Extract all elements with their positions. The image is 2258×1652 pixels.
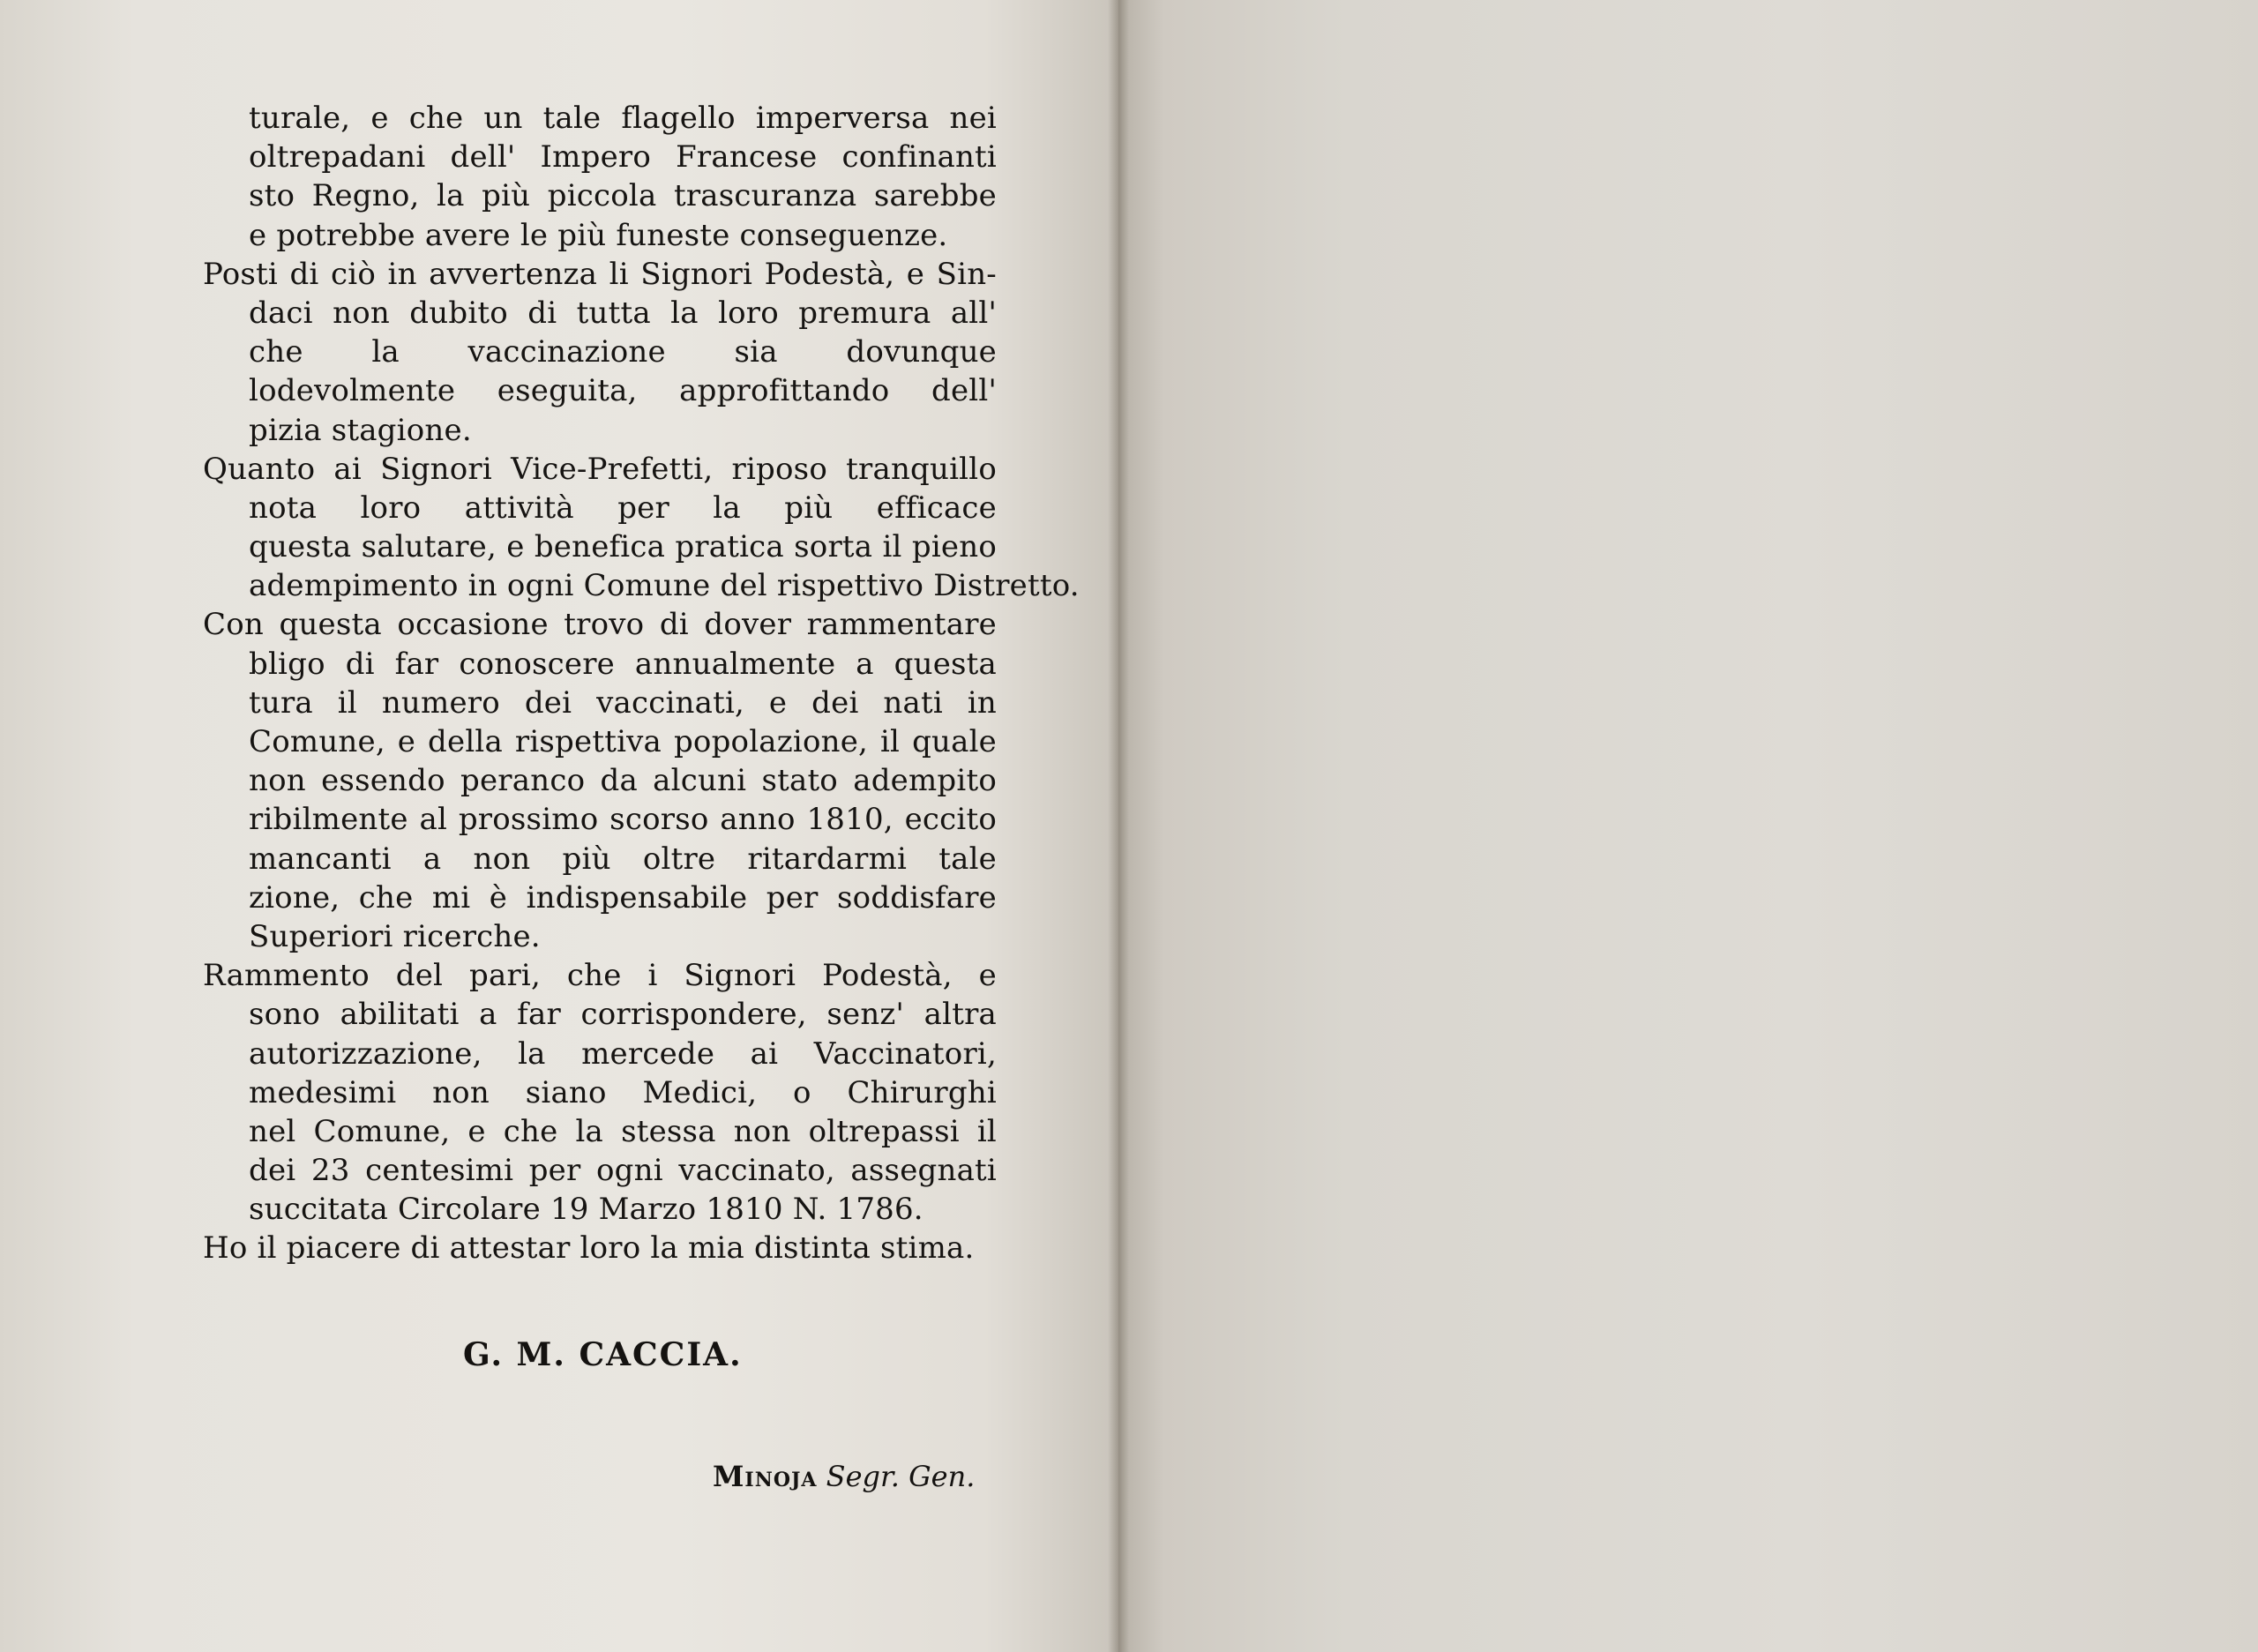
text-line: lodevolmente eseguita, approfittando dell'	[249, 373, 997, 409]
page-gutter	[1108, 0, 1129, 1652]
text-line: Posti di ciò in avvertenza li Signori Podestà, e Sin-	[203, 256, 997, 292]
text-line: sto Regno, la più piccola trascuranza sarebbe	[249, 178, 997, 214]
text-line: questa salutare, e benefica pratica sorta il pieno	[249, 529, 997, 565]
text-line: Superiori ricerche.	[249, 918, 541, 954]
text-line: succitata Circolare 19 Marzo 1810 N. 1786.	[249, 1192, 923, 1228]
text-line: Con questa occasione trovo di dover rammentare	[203, 607, 997, 643]
text-line: turale, e che un tale flagello imperversa nei	[249, 101, 997, 136]
circular-text	[203, 99, 1080, 1268]
text-line: tura il numero dei vaccinati, e dei nati in	[249, 684, 997, 721]
text-line: zione, che mi è indispensabile per soddisfare	[249, 879, 997, 916]
secretary-name: Minoja	[713, 1460, 818, 1493]
right-page-blank	[1118, 0, 2258, 1652]
text-line: adempimento in ogni Comune del rispettivo Distretto.	[249, 568, 1080, 604]
text-line: dei 23 centesimi per ogni vaccinato, assegnati	[249, 1153, 997, 1189]
text-line: Comune, e della rispettiva popolazione, il quale	[249, 724, 997, 759]
text-line: pizia stagione.	[249, 412, 472, 448]
text-line: nota loro attività per la più efficace	[249, 490, 997, 526]
text-line: e potrebbe avere le più funeste conseguenze.	[249, 217, 948, 253]
text-line: che la vaccinazione sia dovunque	[249, 334, 997, 370]
text-line: ribilmente al prossimo scorso anno 1810, eccito	[249, 802, 997, 838]
text-line: daci non dubito di tutta la loro premura all'	[249, 295, 997, 331]
text-line: Rammento del pari, che i Signori Podestà, e	[203, 958, 997, 994]
text-line: nel Comune, e che la stessa non oltrepassi il	[249, 1113, 997, 1149]
left-page	[0, 0, 1118, 1652]
text-line: non essendo peranco da alcuni stato adempito	[249, 763, 997, 799]
text-line: Quanto ai Signori Vice-Prefetti, riposo tranquillo	[203, 451, 997, 487]
text-line: mancanti a non più oltre ritardarmi tale	[249, 841, 997, 877]
text-line: autorizzazione, la mercede ai Vaccinatori,	[249, 1035, 997, 1072]
signature: G. M. CACCIA.	[463, 1336, 743, 1373]
text-line: bligo di far conoscere annualmente a questa	[249, 646, 997, 682]
text-line: medesimi non siano Medici, o Chirurghi	[249, 1074, 997, 1110]
text-line: oltrepadani dell' Impero Francese confinanti	[249, 139, 997, 176]
secretary-line	[713, 1460, 975, 1493]
text-line: Ho il piacere di attestar loro la mia distinta stima.	[203, 1230, 975, 1267]
text-line: sono abilitati a far corrispondere, senz' altra	[249, 997, 997, 1033]
secretary-title: Segr. Gen.	[826, 1460, 976, 1493]
